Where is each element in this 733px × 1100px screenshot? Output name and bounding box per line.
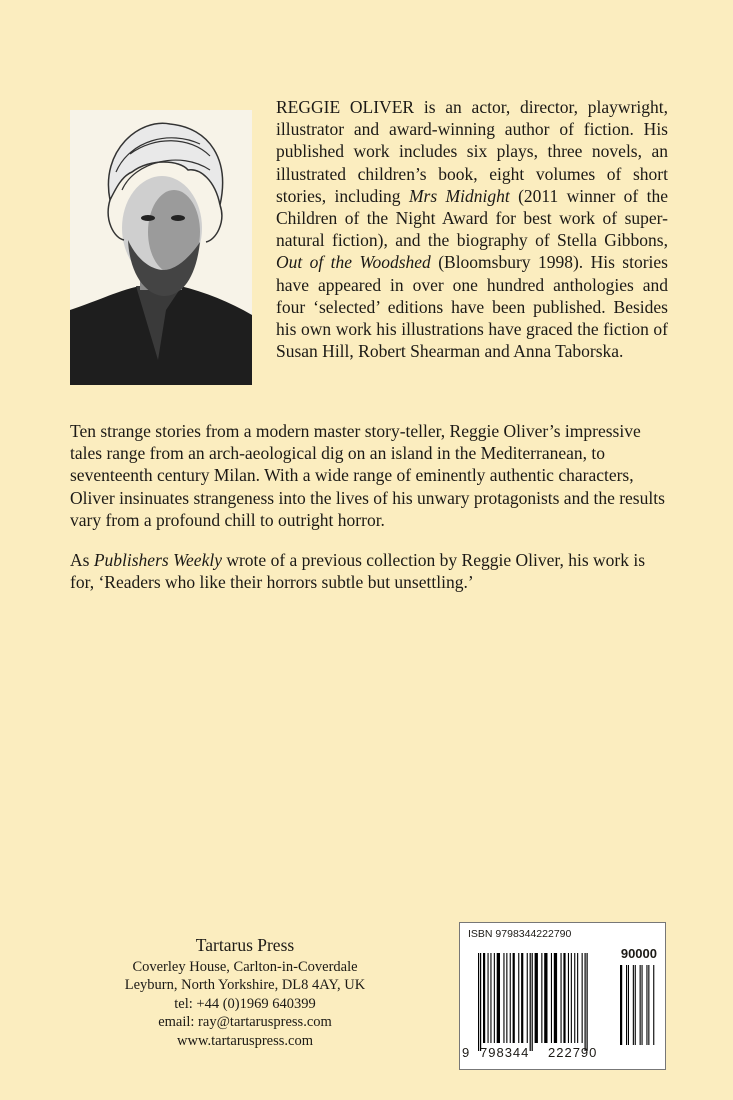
price-code: 90000	[620, 946, 657, 961]
publisher-info	[80, 934, 410, 1050]
book-blurb	[70, 420, 670, 611]
barcode-bar	[510, 953, 511, 1043]
ean-barcode-bars	[468, 941, 618, 1053]
ean-right-digits: 222790	[548, 1045, 598, 1060]
barcode-bar	[488, 953, 489, 1043]
barcode-bar	[535, 953, 538, 1043]
price-barcode-bar	[633, 965, 634, 1045]
price-barcode-bar	[626, 965, 627, 1045]
barcode-guard-bar	[478, 953, 479, 1051]
barcode-bar	[551, 953, 552, 1043]
barcode-bar	[577, 953, 578, 1043]
isbn-barcode	[459, 922, 666, 1070]
barcode-bar	[541, 953, 542, 1043]
ean-left-digits: 798344	[480, 1045, 530, 1060]
blurb-text: As	[70, 550, 94, 571]
price-barcode-bar	[648, 965, 649, 1045]
barcode-bar	[571, 953, 572, 1043]
bio-text: (2011 winner of the Children of the Night Award for best work of super-natural fiction), and the biography of Stella Gibbons,	[276, 185, 669, 251]
author-name: REGGIE OLIVER	[276, 97, 415, 117]
barcode-bar	[582, 953, 583, 1043]
publisher-name: Tartarus Press	[195, 935, 295, 955]
barcode-bar	[483, 953, 485, 1043]
price-barcode-bar	[653, 965, 654, 1045]
author-bio	[276, 96, 668, 362]
barcode-guard-bar	[530, 953, 531, 1051]
barcode-bar	[503, 953, 504, 1043]
price-barcode-bars	[620, 963, 660, 1053]
price-barcode-bar	[635, 965, 636, 1045]
author-portrait-illustration	[70, 110, 252, 385]
publication-title: Publishers Weekly	[93, 550, 222, 571]
bio-text: (Bloomsbury 1998). His stories have appeared in over one hundred anthologies and four ‘selected’ editions have been published. Besides his own work his illustrations have graced the fiction of Susan Hill, Robert Shearman and Anna Taborska.	[276, 252, 668, 362]
price-barcode-bar	[640, 965, 641, 1045]
barcode-bar	[494, 953, 495, 1043]
price-barcode-bar	[642, 965, 643, 1045]
barcode-bar	[490, 953, 491, 1043]
author-portrait	[70, 110, 252, 385]
blurb-paragraph-1: Ten strange stories from a modern master story-teller, Reggie Oliver’s impressive tales range from an arch-aeological dig on an island in the Mediterranean, to seventeenth century Milan. With a wide range of eminently authentic characters, Oliver insinuates strangeness into the lives of his unwary protagonists and the results vary from a profound chill to outright horror.	[70, 421, 665, 530]
publisher-website: www.tartaruspress.com	[177, 1032, 313, 1049]
publisher-address-line-2: Leyburn, North Yorkshire, DL8 4AY, UK	[124, 977, 366, 994]
book-title-out-of-the-woodshed: Out of the Woodshed	[276, 252, 431, 273]
barcode-guard-bar	[532, 953, 533, 1051]
barcode-bar	[568, 953, 569, 1043]
publisher-email: email: ray@tartaruspress.com	[158, 1014, 332, 1031]
barcode-bar	[544, 953, 547, 1043]
barcode-guard-bar	[480, 953, 481, 1051]
barcode-bar	[574, 953, 575, 1043]
barcode-bar	[497, 953, 500, 1043]
barcode-bar	[527, 953, 528, 1043]
ean-first-digit: 9	[462, 1045, 470, 1060]
blurb-text: wrote of a previous collection by Reggie Oliver, his work is for, ‘Readers who like their horrors subtle but unsettling.’	[70, 550, 646, 593]
barcode-bar	[554, 953, 557, 1043]
book-title-mrs-midnight: Mrs Midnight	[408, 185, 510, 206]
price-barcode-bar	[646, 965, 647, 1045]
barcode-bar	[518, 953, 519, 1043]
barcode-bar	[506, 953, 507, 1043]
price-barcode-bar	[628, 965, 629, 1045]
blurb-paragraph-2	[70, 549, 670, 593]
barcode-guard-bar	[587, 953, 588, 1051]
isbn-label: ISBN 9798344222790	[468, 928, 572, 940]
barcode-bar	[563, 953, 565, 1043]
barcode-bar	[521, 953, 523, 1043]
publisher-telephone: tel: +44 (0)1969 640399	[174, 995, 316, 1012]
barcode-guard-bar	[585, 953, 586, 1051]
barcode-bar	[513, 953, 515, 1043]
price-barcode-bar	[620, 965, 622, 1045]
bio-text: is an actor, director, playwright, illustrator and award-winning author of fiction. His published work includes six plays, three novels, an illustrated children’s book, eight volumes of short stories, including	[276, 97, 669, 206]
barcode-bar	[561, 953, 562, 1043]
publisher-address-line-1: Coverley House, Carlton-in-Coverdale	[132, 959, 358, 975]
author-bio-paragraph	[276, 96, 668, 362]
